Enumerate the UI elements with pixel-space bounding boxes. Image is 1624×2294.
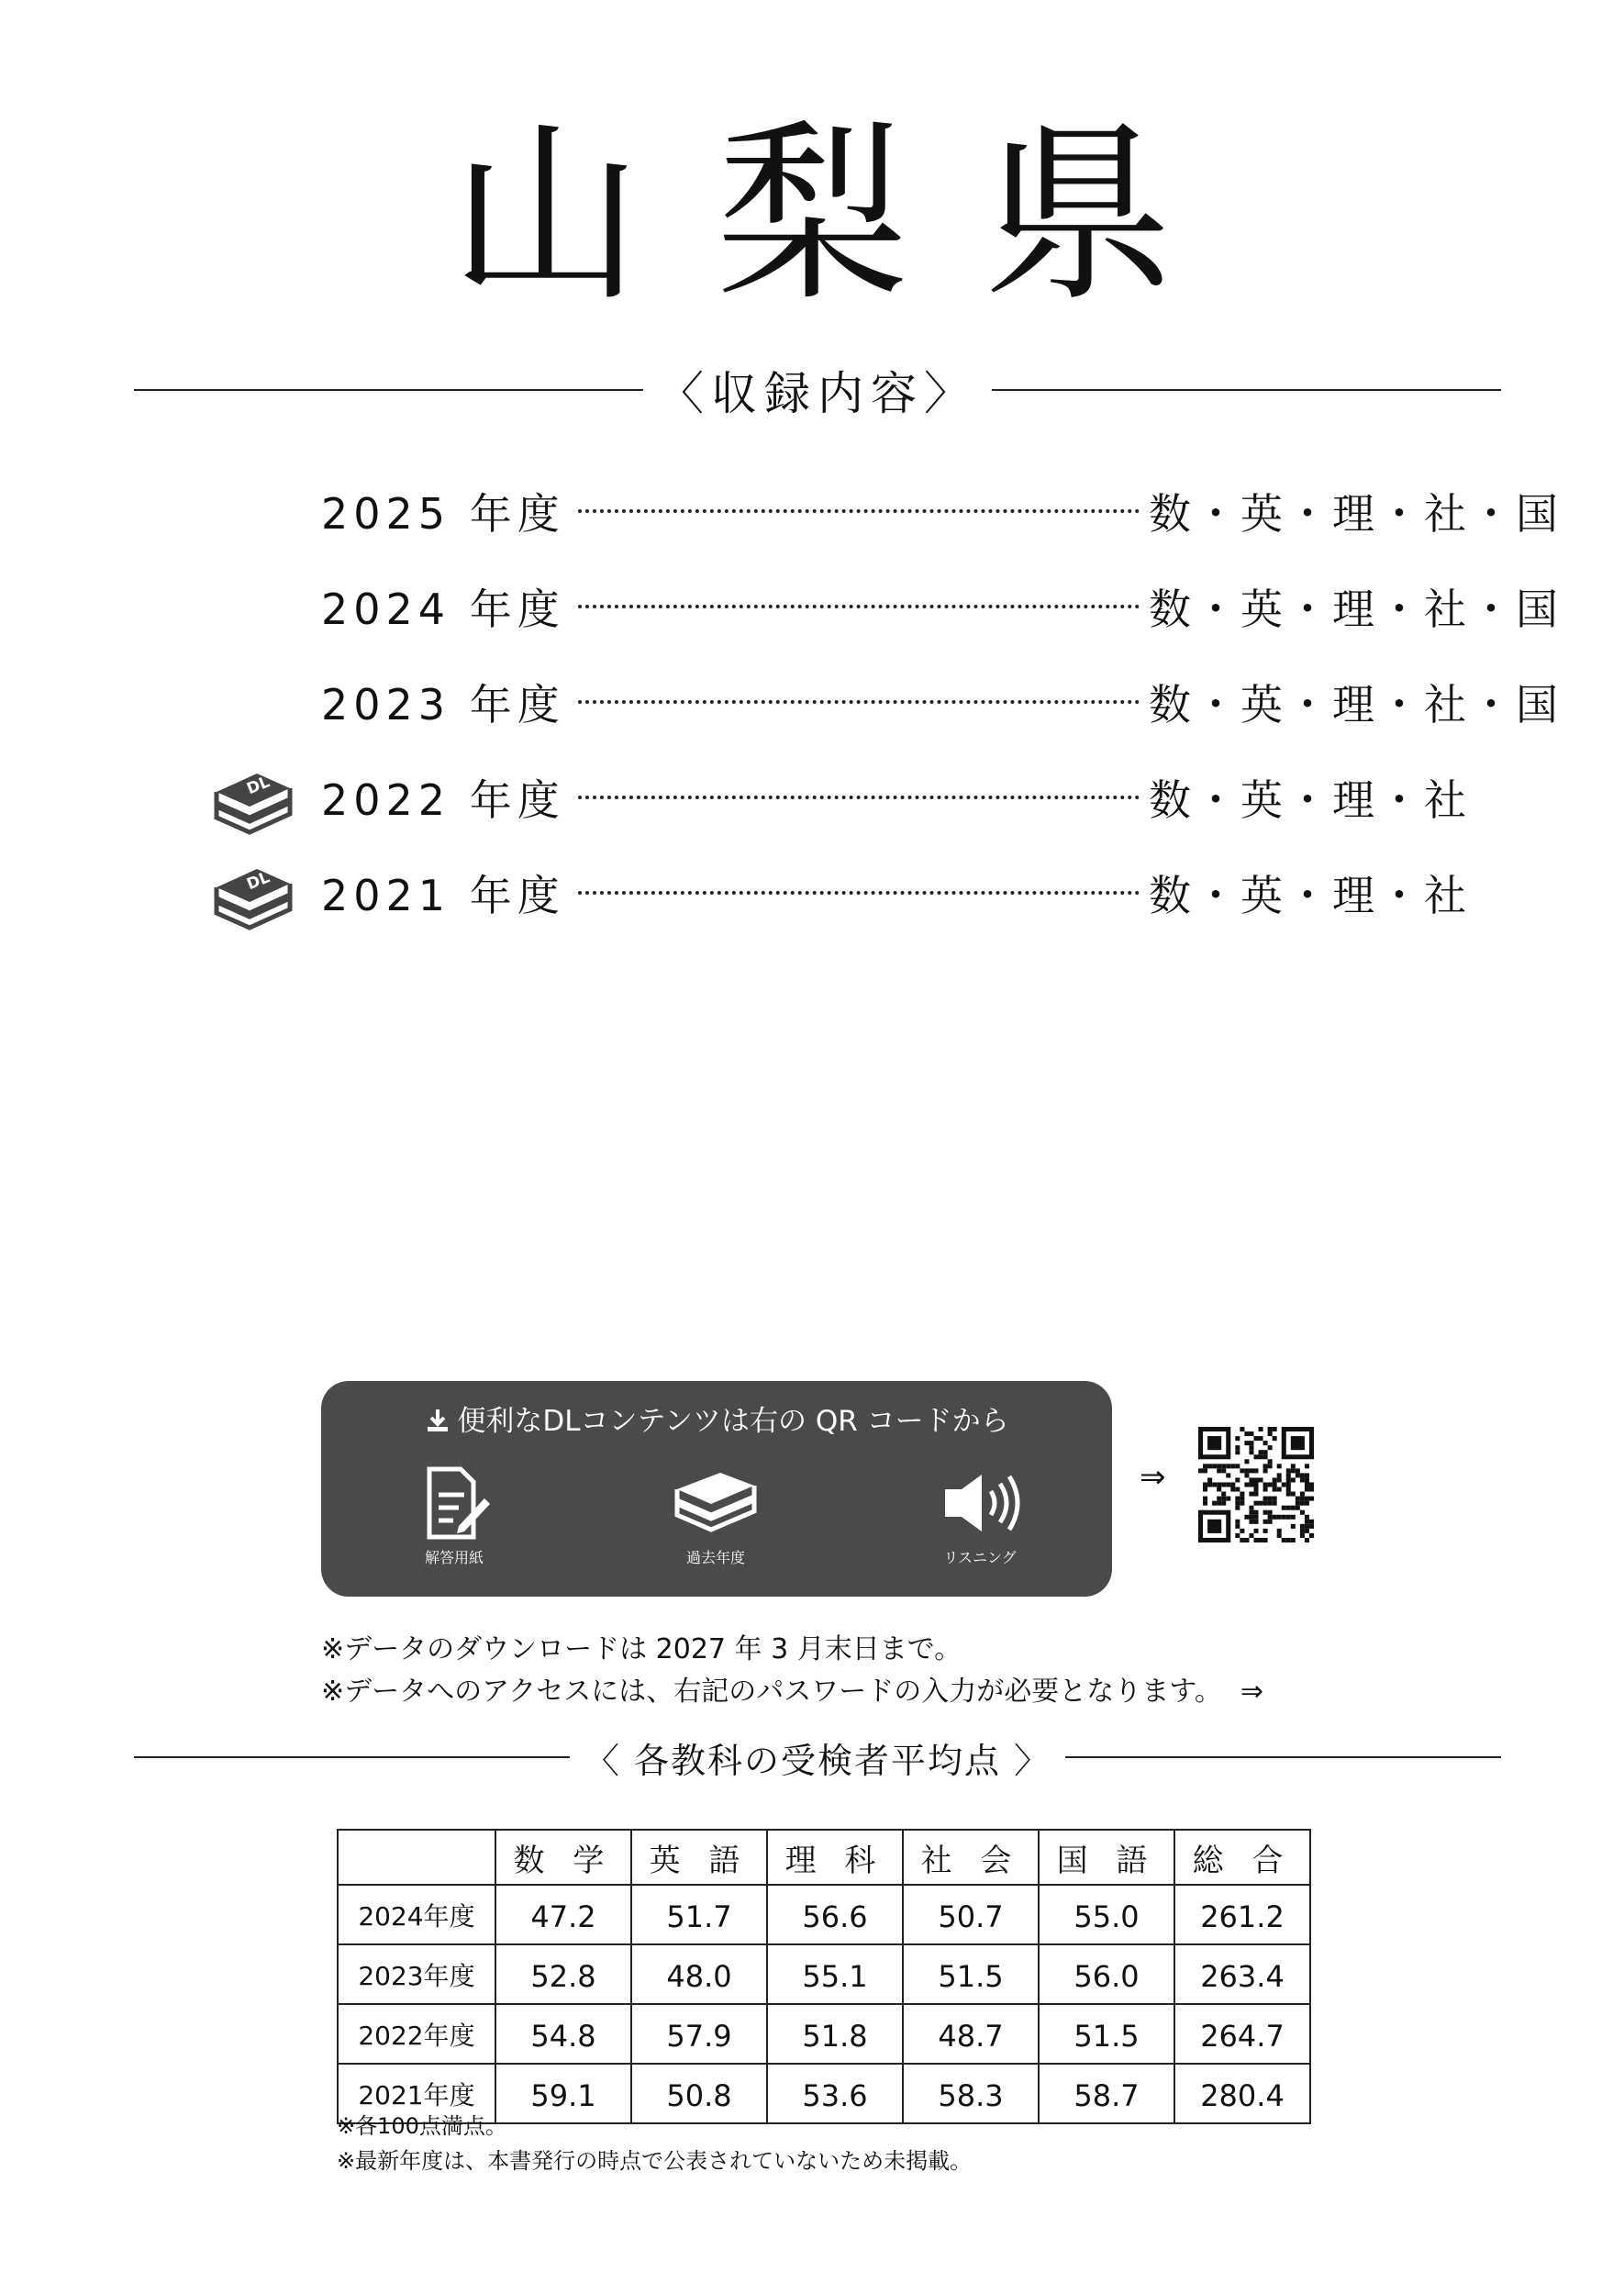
divider [1065, 1756, 1501, 1758]
row-year: 2021年度 [338, 2064, 495, 2123]
dot-leader [578, 700, 1140, 704]
dl-icon-text: DL [244, 773, 273, 799]
score-cell: 264.7 [1174, 2004, 1310, 2064]
score-cell: 51.5 [903, 1944, 1039, 2004]
table-header: 国 語 [1039, 1830, 1174, 1885]
note-line: ※データのダウンロードは 2027 年 3 月末日まで。 [321, 1633, 962, 1665]
download-icon [424, 1407, 451, 1434]
score-cell: 50.7 [903, 1885, 1039, 1944]
download-notes [321, 1629, 1263, 1713]
score-cell: 51.8 [767, 2004, 903, 2064]
table-row [338, 2004, 1310, 2064]
arrow-to-qr: ⇒ [1140, 1459, 1166, 1496]
page-title: 山梨県 [449, 103, 1248, 328]
score-cell: 263.4 [1174, 1944, 1310, 2004]
contents-subjects: 数・英・理・社・国 [1149, 489, 1562, 539]
books-icon [670, 1462, 762, 1544]
dot-leader [578, 509, 1140, 513]
contents-row [211, 463, 1562, 559]
dl-item-past-years[interactable] [633, 1462, 798, 1567]
contents-row [211, 559, 1562, 654]
dl-icon-text: DL [244, 868, 273, 895]
contents-subjects: 数・英・理・社・国 [1149, 585, 1562, 634]
contents-year: 2021 年度 [321, 871, 565, 920]
contents-heading-rule [134, 353, 1501, 427]
table-header: 理 科 [767, 1830, 903, 1885]
table-row [338, 1885, 1310, 1944]
score-cell: 56.0 [1039, 1944, 1174, 2004]
divider [992, 389, 1501, 391]
table-header: 数 学 [495, 1830, 631, 1885]
row-year: 2023年度 [338, 1944, 495, 2004]
contents-year: 2023 年度 [321, 680, 565, 729]
speaker-icon [934, 1462, 1026, 1544]
scores-heading: 〈 各教科の受検者平均点 〉 [584, 1740, 1051, 1781]
score-cell: 54.8 [495, 2004, 631, 2064]
dl-item-caption: リスニング [943, 1549, 1017, 1566]
dl-item-answer-sheet[interactable] [372, 1462, 537, 1567]
qr-code[interactable] [1198, 1427, 1314, 1542]
dl-item-caption: 解答用紙 [424, 1549, 484, 1566]
score-cell: 47.2 [495, 1885, 631, 1944]
row-year: 2024年度 [338, 1885, 495, 1944]
contents-row [211, 654, 1562, 750]
footnotes [337, 2109, 972, 2178]
score-cell: 56.6 [767, 1885, 903, 1944]
table-header-row [338, 1830, 1310, 1885]
dot-leader [578, 796, 1140, 799]
contents-list [211, 463, 1562, 941]
score-cell: 58.7 [1039, 2064, 1174, 2123]
row-year: 2022年度 [338, 2004, 495, 2064]
score-cell: 48.0 [631, 1944, 767, 2004]
scores-heading-rule [134, 1720, 1501, 1794]
dl-item-caption: 過去年度 [685, 1549, 745, 1566]
contents-subjects: 数・英・理・社 [1149, 775, 1470, 825]
score-cell: 58.3 [903, 2064, 1039, 2123]
score-cell: 48.7 [903, 2004, 1039, 2064]
divider [134, 389, 643, 391]
note-line-text: ※データへのアクセスには、右記のパスワードの入力が必要となります。 [321, 1676, 1222, 1708]
score-cell: 59.1 [495, 2064, 631, 2123]
table-row [338, 1944, 1310, 2004]
dot-leader [578, 891, 1140, 895]
dl-item-listening[interactable] [897, 1462, 1062, 1567]
score-cell: 280.4 [1174, 2064, 1310, 2123]
score-cell: 261.2 [1174, 1885, 1310, 1944]
score-cell: 55.0 [1039, 1885, 1174, 1944]
contents-subjects: 数・英・理・社 [1149, 871, 1470, 920]
table-header: 社 会 [903, 1830, 1039, 1885]
answer-sheet-icon [413, 1462, 495, 1544]
contents-row [211, 845, 1470, 941]
score-cell: 51.5 [1039, 2004, 1174, 2064]
score-cell: 51.7 [631, 1885, 767, 1944]
table-corner-cell [338, 1830, 495, 1885]
dl-books-icon [211, 856, 295, 935]
contents-row [211, 750, 1470, 845]
contents-subjects: 数・英・理・社・国 [1149, 680, 1562, 729]
footnote-line: ※最新年度は、本書発行の時点で公表されていないため未掲載。 [337, 2148, 973, 2174]
average-scores-table [337, 1829, 1311, 2124]
footnote-line: ※各100点満点。 [337, 2113, 507, 2139]
score-cell: 57.9 [631, 2004, 767, 2064]
contents-year: 2024 年度 [321, 585, 565, 634]
score-cell: 52.8 [495, 1944, 631, 2004]
dl-panel-heading-text: 便利なDLコンテンツは右の QR コードから [457, 1405, 1009, 1438]
divider [134, 1756, 570, 1758]
dl-books-icon [211, 761, 295, 840]
dl-content-panel [321, 1381, 1112, 1597]
dot-leader [578, 605, 1140, 608]
contents-year: 2022 年度 [321, 775, 565, 825]
note-line [321, 1671, 1263, 1713]
table-header: 英 語 [631, 1830, 767, 1885]
score-cell: 50.8 [631, 2064, 767, 2123]
contents-heading: 〈収録内容〉 [658, 367, 977, 420]
score-cell: 53.6 [767, 2064, 903, 2123]
dl-panel-heading [321, 1398, 1112, 1439]
table-header: 総 合 [1174, 1830, 1310, 1885]
contents-year: 2025 年度 [321, 489, 565, 539]
score-cell: 55.1 [767, 1944, 903, 2004]
arrow-to-password: ⇒ [1240, 1676, 1263, 1708]
